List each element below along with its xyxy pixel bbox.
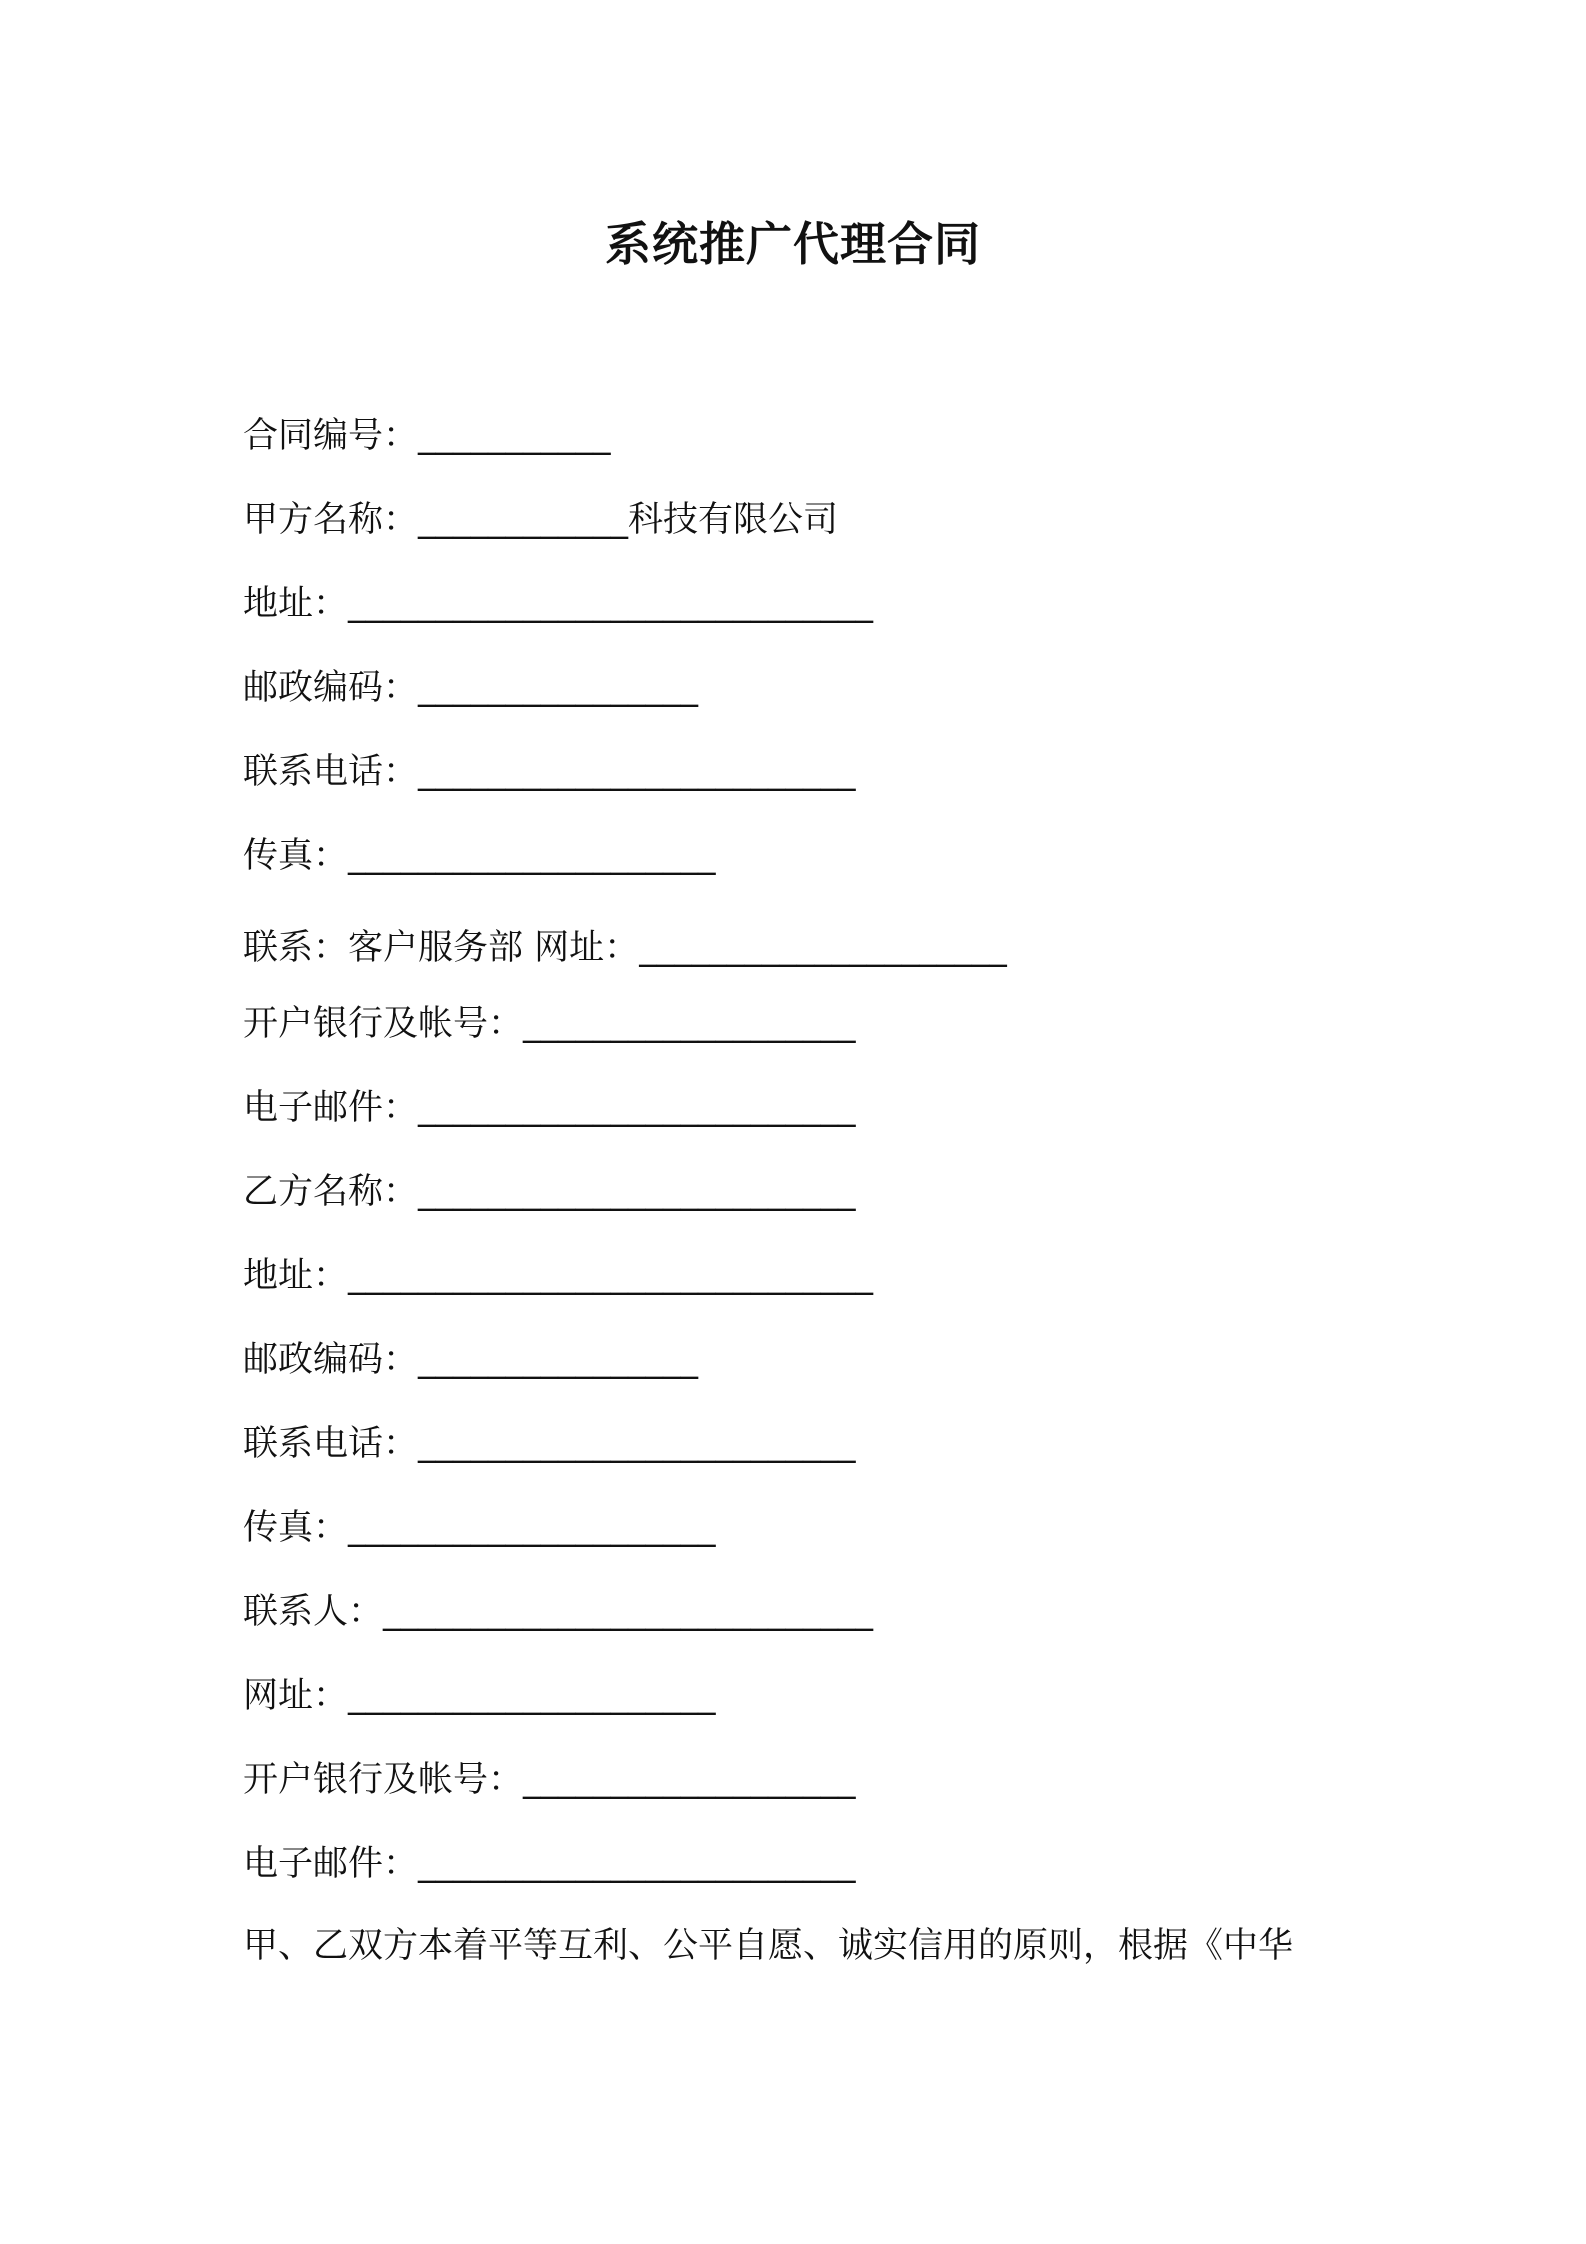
party-a-contact-value: 客户服务部 — [348, 928, 524, 968]
party-b-phone-label: 联系电话： — [243, 1424, 419, 1464]
contract-preamble-text: 甲、乙双方本着平等互利、公平自愿、诚实信用的原则，根据《中华 — [243, 1926, 1294, 1966]
party-b-email-blank: _________________________ — [418, 1844, 856, 1884]
party-b-email-label: 电子邮件： — [243, 1844, 419, 1884]
party-b-website-label: 网址： — [243, 1676, 349, 1716]
document-title: 系统推广代理合同 — [605, 217, 981, 271]
party-a-email-label: 电子邮件： — [243, 1088, 419, 1128]
party-b-postal-code-field — [243, 1338, 698, 1382]
party-a-bank-account-blank: ___________________ — [523, 1004, 856, 1044]
party-b-name-label: 乙方名称： — [243, 1172, 419, 1212]
party-b-bank-account-field — [243, 1758, 856, 1802]
party-b-bank-account-label: 开户银行及帐号： — [243, 1760, 524, 1800]
party-b-website-blank: _____________________ — [348, 1676, 716, 1716]
party-b-address-field — [243, 1254, 873, 1298]
party-a-phone-blank: _________________________ — [418, 752, 856, 792]
party-b-phone-blank: _________________________ — [418, 1424, 856, 1464]
party-a-contact-website-field — [243, 926, 1007, 970]
party-a-phone-label: 联系电话： — [243, 752, 419, 792]
party-a-contact-label: 联系： — [243, 928, 349, 968]
party-b-contact-person-field — [243, 1590, 873, 1634]
party-a-name-label: 甲方名称： — [243, 500, 419, 540]
contract-number-field — [243, 414, 611, 458]
party-a-postal-code-blank: ________________ — [418, 668, 699, 708]
party-a-bank-account-label: 开户银行及帐号： — [243, 1004, 524, 1044]
party-a-website-blank: _____________________ — [639, 928, 1007, 968]
party-b-postal-code-blank: ________________ — [418, 1340, 699, 1380]
party-b-fax-blank: _____________________ — [348, 1508, 716, 1548]
party-b-phone-field — [243, 1422, 856, 1466]
party-a-name-field — [243, 498, 838, 542]
party-a-address-label: 地址： — [243, 584, 349, 624]
party-b-contact-person-label: 联系人： — [243, 1592, 384, 1632]
party-b-address-label: 地址： — [243, 1256, 349, 1296]
party-a-address-blank: ______________________________ — [348, 584, 874, 624]
party-b-contact-person-blank: ____________________________ — [383, 1592, 874, 1632]
party-b-fax-label: 传真： — [243, 1508, 349, 1548]
party-a-fax-field — [243, 834, 716, 878]
party-b-bank-account-blank: ___________________ — [523, 1760, 856, 1800]
contract-number-label: 合同编号： — [243, 416, 419, 456]
party-a-address-field — [243, 582, 873, 626]
party-a-name-value: ____________科技有限公司 — [418, 500, 839, 540]
party-a-email-field — [243, 1086, 856, 1130]
party-b-fax-field — [243, 1506, 716, 1550]
party-b-name-field — [243, 1170, 856, 1214]
party-b-address-blank: ______________________________ — [348, 1256, 874, 1296]
party-a-website-label: 网址： — [534, 928, 640, 968]
party-a-bank-account-field — [243, 1002, 856, 1046]
party-b-postal-code-label: 邮政编码： — [243, 1340, 419, 1380]
party-a-phone-field — [243, 750, 856, 794]
party-a-fax-blank: _____________________ — [348, 836, 716, 876]
party-a-postal-code-field — [243, 666, 698, 710]
party-a-fax-label: 传真： — [243, 836, 349, 876]
party-a-postal-code-label: 邮政编码： — [243, 668, 419, 708]
contract-number-blank: ___________ — [418, 416, 611, 456]
party-a-email-blank: _________________________ — [418, 1088, 856, 1128]
party-b-email-field — [243, 1842, 856, 1886]
party-b-website-field — [243, 1674, 716, 1718]
party-b-name-blank: _________________________ — [418, 1172, 856, 1212]
